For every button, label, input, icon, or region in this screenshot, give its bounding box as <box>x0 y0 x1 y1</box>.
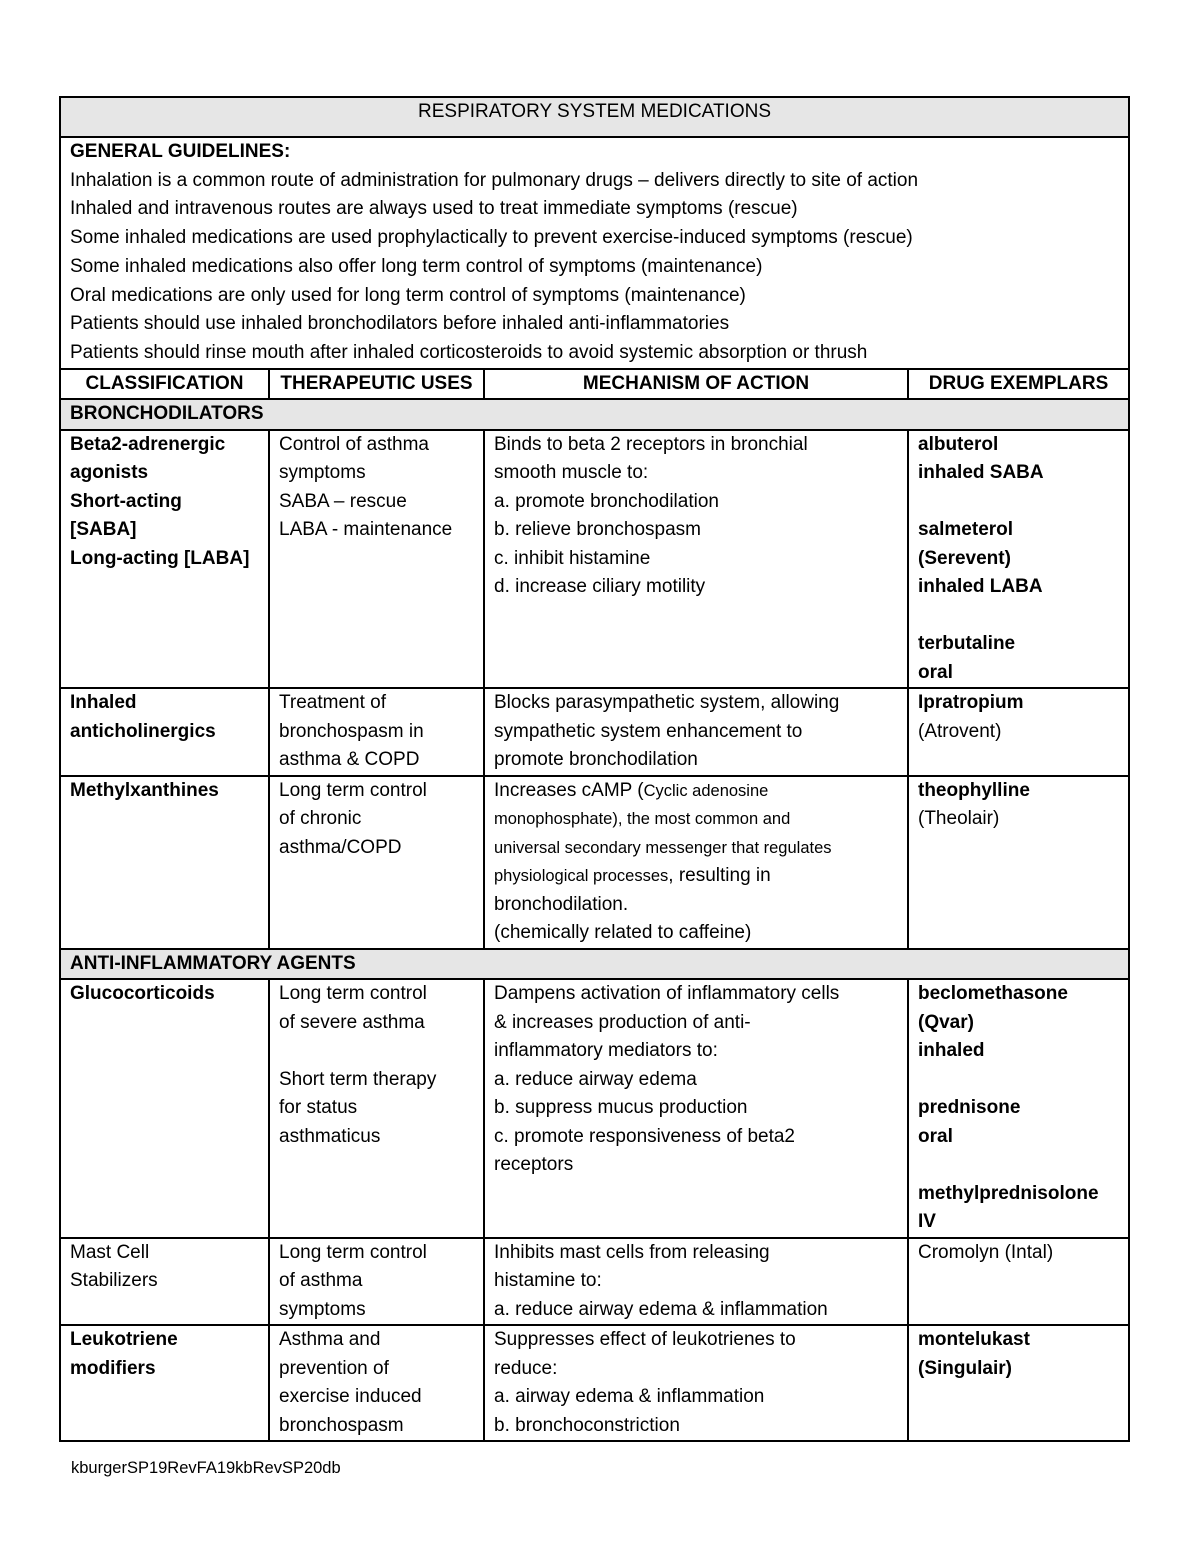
column-header-drug-exemplars: DRUG EXEMPLARS <box>908 369 1129 400</box>
guideline-item: Patients should rinse mouth after inhaled corticosteroids to avoid systemic absorption or thrush <box>70 341 868 363</box>
page-title: RESPIRATORY SYSTEM MEDICATIONS <box>60 97 1129 137</box>
column-header-classification: CLASSIFICATION <box>60 369 269 400</box>
mechanism-cell: Suppresses effect of leukotrienes to reduce: a. airway edema & inflammation b. bronchoconstriction <box>484 1325 908 1441</box>
classification-cell: Inhaled anticholinergics <box>60 688 269 776</box>
uses-cell: Control of asthma symptoms SABA – rescue LABA - maintenance <box>269 430 484 689</box>
column-header-row <box>60 369 1129 400</box>
drugs-cell: montelukast (Singulair) <box>908 1325 1129 1441</box>
table-row <box>60 979 1129 1238</box>
uses-cell: Long term control of chronic asthma/COPD <box>269 776 484 949</box>
guideline-item: Some inhaled medications also offer long term control of symptoms (maintenance) <box>70 255 763 277</box>
table-row <box>60 1238 1129 1326</box>
drugs-cell: beclomethasone (Qvar) inhaled prednisone oral methylprednisolone IV <box>908 979 1129 1238</box>
general-guidelines <box>60 137 1129 369</box>
mechanism-cell: Inhibits mast cells from releasing histamine to: a. reduce airway edema & inflammation <box>484 1238 908 1326</box>
column-header-therapeutic-uses: THERAPEUTIC USES <box>269 369 484 400</box>
drugs-cell: Ipratropium (Atrovent) <box>908 688 1129 776</box>
section-header-anti-inflammatory: ANTI-INFLAMMATORY AGENTS <box>60 949 1129 980</box>
medications-table <box>59 96 1130 1442</box>
guideline-item: Patients should use inhaled bronchodilators before inhaled anti-inflammatories <box>70 313 730 335</box>
guideline-item: Inhalation is a common route of administration for pulmonary drugs – delivers directly to site of action <box>70 169 919 191</box>
document-footer: kburgerSP19RevFA19kbRevSP20db <box>71 1459 341 1477</box>
classification-cell: Beta2-adrenergic agonists Short-acting [SABA] Long-acting [LABA] <box>60 430 269 689</box>
guideline-item: Inhaled and intravenous routes are always used to treat immediate symptoms (rescue) <box>70 198 798 220</box>
mechanism-cell: Dampens activation of inflammatory cells & increases production of anti- inflammatory mediators to: a. reduce airway edema b. suppress mucus production c. promote responsiveness of beta2 receptors <box>484 979 908 1238</box>
column-header-mechanism: MECHANISM OF ACTION <box>484 369 908 400</box>
uses-cell: Long term control of asthma symptoms <box>269 1238 484 1326</box>
table-row <box>60 430 1129 689</box>
drugs-cell: theophylline (Theolair) <box>908 776 1129 949</box>
guideline-item: Some inhaled medications are used prophylactically to prevent exercise-induced symptoms (rescue) <box>70 227 913 249</box>
table-row <box>60 688 1129 776</box>
classification-cell: Mast Cell Stabilizers <box>60 1238 269 1326</box>
guideline-item: Oral medications are only used for long term control of symptoms (maintenance) <box>70 284 746 306</box>
classification-cell: Methylxanthines <box>60 776 269 949</box>
drugs-cell: Cromolyn (Intal) <box>908 1238 1129 1326</box>
uses-cell: Treatment of bronchospasm in asthma & COPD <box>269 688 484 776</box>
classification-cell: Glucocorticoids <box>60 979 269 1238</box>
mechanism-cell: Increases cAMP (Cyclic adenosine monophosphate), the most common and universal secondary messenger that regulates physiological processes, resulting in bronchodilation. (chemically related to caffeine) <box>484 776 908 949</box>
mechanism-cell: Binds to beta 2 receptors in bronchial smooth muscle to: a. promote bronchodilation b. relieve bronchospasm c. inhibit histamine d. increase ciliary motility <box>484 430 908 689</box>
uses-cell: Asthma and prevention of exercise induced bronchospasm <box>269 1325 484 1441</box>
section-header-bronchodilators: BRONCHODILATORS <box>60 399 1129 430</box>
drugs-cell: albuterol inhaled SABA salmeterol (Serevent) inhaled LABA terbutaline oral <box>908 430 1129 689</box>
table-row <box>60 1325 1129 1441</box>
mechanism-cell: Blocks parasympathetic system, allowing sympathetic system enhancement to promote bronchodilation <box>484 688 908 776</box>
uses-cell: Long term control of severe asthma Short term therapy for status asthmaticus <box>269 979 484 1238</box>
table-row <box>60 776 1129 949</box>
classification-cell: Leukotriene modifiers <box>60 1325 269 1441</box>
guidelines-heading: GENERAL GUIDELINES: <box>70 141 291 162</box>
